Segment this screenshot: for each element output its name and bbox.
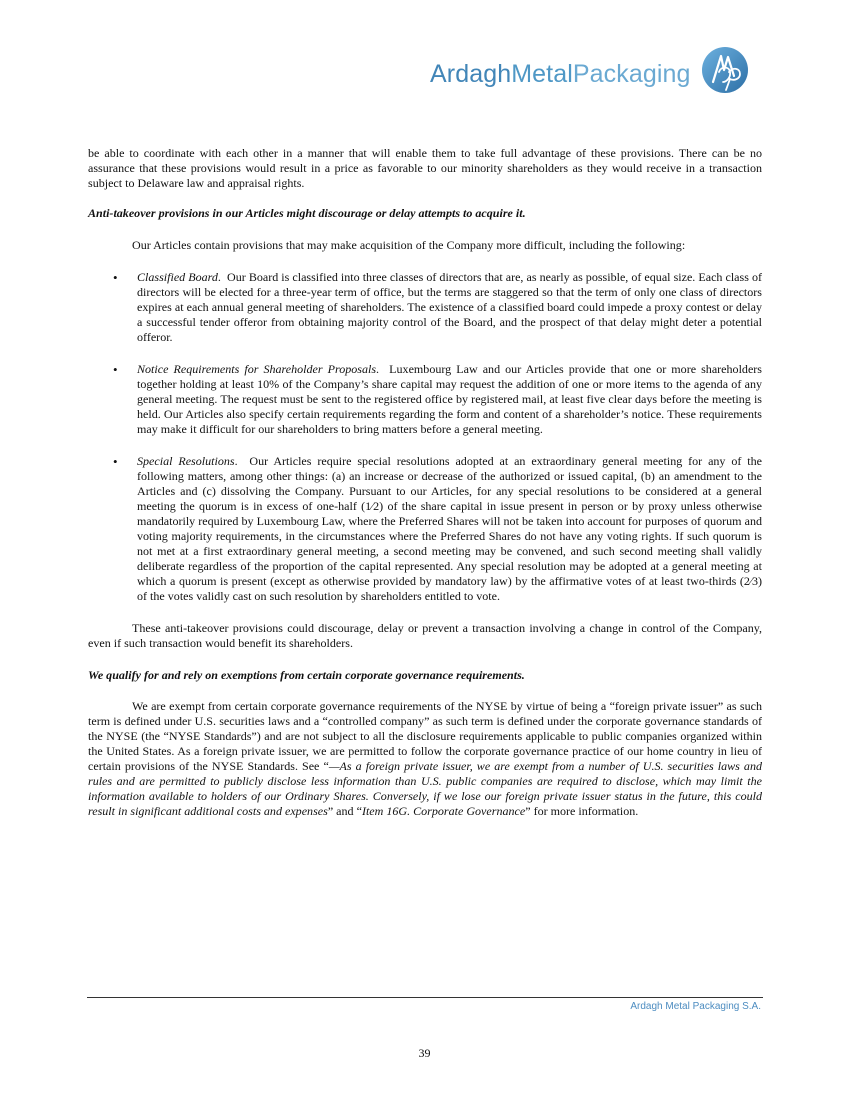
section2-text-after: ” for more information. [525,804,639,818]
bullet-text-notice-requirements: Luxembourg Law and our Articles provide that one or more shareholders together holding at least 10% of the Company’s share capital may request the addition of one or more items to the agenda of any general meeting. The request must be sent to the registered office by registered mail, at least five clear days before the meeting is held. Our Articles also specify certain requirements regarding the form and content of a shareholder’s notice. These requirements may make it difficult for our shareholders to bring matters before a general meeting. [137,362,762,436]
intro-paragraph: be able to coordinate with each other in a manner that will enable them to take full advantage of these provisions. There can be no assurance that these provisions would result in a price as favorable to our minority shareholders as they would receive in a transaction subject to Delaware law and appraisal rights. [88,146,762,190]
bullet-icon: • [113,362,118,377]
section2-body-paragraph [88,699,762,819]
bullet-text-special-resolutions: Our Articles require special resolutions adopted at an extraordinary general meeting for any of the following matters, among other things: (a) an increase or decrease of the authorized or issued capital, (b) an amendment to the Articles and (c) dissolving the Company. Pursuant to our Articles, for any special resolutions to be considered at a general meeting the quorum is in excess of one-half (1⁄2) of the share capital in issue present in person or by proxy unless otherwise mandatorily required by Luxembourg Law, where the Preferred Shares will not be taken into account for purposes of quorum and voting majority requirements, in the circumstances where the Preferred Shares do not have any voting rights. If such quorum is not met at a first extraordinary general meeting, a second meeting may be convened, and such second meeting shall validly deliberate regardless of the proportion of the capital represented. Any special resolution may be adopted at a general meeting at which a quorum is present (except as otherwise provided by mandatory law) by the affirmative votes of at least two-thirds (2⁄3) of the votes validly cast on such resolution by shareholders entitled to vote. [137,454,762,603]
bullet-title-period: . [234,454,250,468]
section-heading-exemptions: We qualify for and rely on exemptions from certain corporate governance requirements. [88,668,525,682]
bullet-icon: • [113,270,118,285]
list-item-special-resolutions [88,454,762,604]
brand-wordmark [430,59,691,88]
list-item-classified-board [88,270,762,345]
page-number: 39 [418,1046,431,1060]
bullet-text-classified-board: Our Board is classified into three classes of directors that are, as nearly as possible, of equal size. Each class of directors will be elected for a three-year term of office, but the terms are staggered so that the term of only one class of directors expires at each annual general meeting of shareholders. The existence of a classified board could impede a proxy contest or delay a successful tender offeror from obtaining majority control of the Board, and the prospect of that delay might deter a potential offeror. [137,270,762,344]
list-item-notice-requirements [88,362,762,437]
cross-reference-item-16g: Item 16G. Corporate Governance [361,804,526,818]
section2-text-before: We are exempt from certain corporate governance requirements of the NYSE by virtue of being a “foreign private issuer” as such term is defined under U.S. securities laws and a “controlled company” as such term is defined under the corporate governance standards of the NYSE (the “NYSE Standards”) and are not subject to all the disclosure requirements applicable to public companies organized within the United States. As a foreign private issuer, we are permitted to follow the corporate governance practice of our home country in lieu of certain provisions of the NYSE Standards. See “ [88,699,762,773]
bullet-title-period: . [217,270,228,284]
bullet-title-special-resolutions: Special Resolutions [137,454,235,468]
section1-conclusion-paragraph: These anti-takeover provisions could discourage, delay or prevent a transaction involving a change in control of the Company, even if such transaction would benefit its shareholders. [88,621,762,650]
main-content [88,146,762,819]
brand-word-ardagh: Ardagh [430,59,512,88]
header-logo [430,52,751,96]
footer-company-name: Ardagh Metal Packaging S.A. [630,1001,761,1012]
special-resolutions-paragraph [137,454,762,604]
provisions-list [88,270,762,604]
amp-monogram-icon [699,44,751,96]
brand-word-metal: Metal [511,59,573,88]
section-heading-anti-takeover: Anti-takeover provisions in our Articles might discourage or delay attempts to acquire it. [88,206,526,220]
bullet-title-classified-board: Classified Board [137,270,218,284]
brand-word-packaging: Packaging [572,59,691,88]
section1-intro-paragraph: Our Articles contain provisions that may make acquisition of the Company more difficult, including the following: [132,238,686,252]
classified-board-paragraph [137,270,762,345]
bullet-icon: • [113,454,118,469]
footer-divider [87,997,763,998]
notice-requirements-paragraph [137,362,762,437]
bullet-title-notice-requirements: Notice Requirements for Shareholder Proposals [137,362,377,376]
cross-reference-foreign-private-issuer: —As a foreign private issuer, we are exempt from a number of U.S. securities laws and rules and are permitted to publicly disclose less information than U.S. public companies are required to disclose, which may limit the information available to holders of our Ordinary Shares. Conversely, if we lose our foreign private issuer status in the future, this could result in significant additional costs and expenses [88,759,762,818]
bullet-title-period: . [376,362,390,376]
section2-text-middle: ” and “ [327,804,362,818]
